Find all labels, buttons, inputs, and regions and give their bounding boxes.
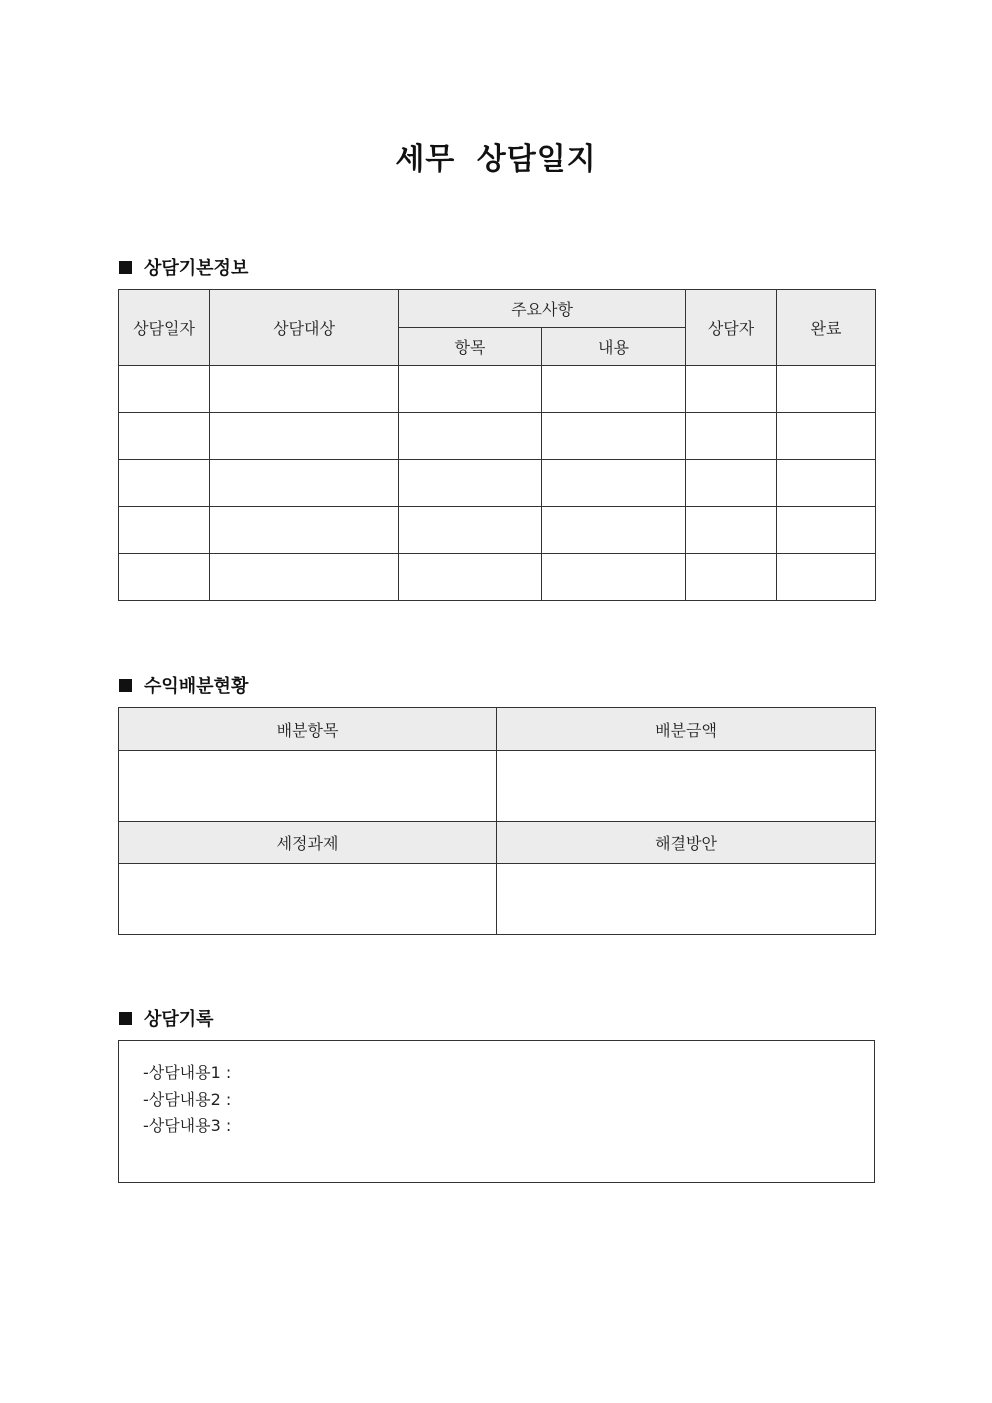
cell-counselor[interactable] — [686, 507, 777, 554]
header-target: 상담대상 — [210, 290, 399, 366]
cell-content[interactable] — [542, 554, 686, 601]
header-tax-task: 세정과제 — [119, 822, 497, 864]
cell-counselor[interactable] — [686, 366, 777, 413]
cell-target[interactable] — [210, 507, 399, 554]
cell-date[interactable] — [119, 507, 210, 554]
section-heading-profit-distribution — [119, 672, 248, 698]
header-main-points: 주요사항 — [399, 290, 686, 328]
record-lines — [143, 1060, 231, 1140]
header-counselor: 상담자 — [686, 290, 777, 366]
record-line: -상담내용1 : — [143, 1063, 232, 1082]
cell-done[interactable] — [777, 413, 876, 460]
cell-content[interactable] — [542, 413, 686, 460]
header-done: 완료 — [777, 290, 876, 366]
profit-distribution-table — [118, 707, 876, 935]
cell-distribution-item[interactable] — [119, 751, 497, 822]
table-row — [119, 554, 876, 601]
square-bullet-icon — [119, 679, 132, 692]
cell-solution[interactable] — [497, 864, 876, 935]
cell-distribution-amount[interactable] — [497, 751, 876, 822]
cell-item[interactable] — [399, 366, 542, 413]
table-row — [119, 460, 876, 507]
cell-done[interactable] — [777, 507, 876, 554]
square-bullet-icon — [119, 1012, 132, 1025]
cell-done[interactable] — [777, 554, 876, 601]
cell-done[interactable] — [777, 460, 876, 507]
section-heading-label: 상담기본정보 — [144, 258, 249, 279]
cell-target[interactable] — [210, 460, 399, 507]
header-solution: 해결방안 — [497, 822, 876, 864]
header-distribution-item: 배분항목 — [119, 708, 497, 751]
cell-item[interactable] — [399, 554, 542, 601]
cell-done[interactable] — [777, 366, 876, 413]
cell-date[interactable] — [119, 413, 210, 460]
square-bullet-icon — [119, 261, 132, 274]
cell-date[interactable] — [119, 554, 210, 601]
section-heading-basic-info — [119, 254, 248, 280]
consultation-record-box[interactable] — [118, 1040, 875, 1183]
table-row — [119, 507, 876, 554]
cell-target[interactable] — [210, 554, 399, 601]
cell-content[interactable] — [542, 507, 686, 554]
cell-counselor[interactable] — [686, 554, 777, 601]
header-item: 항목 — [399, 328, 542, 366]
header-distribution-amount: 배분금액 — [497, 708, 876, 751]
record-line: -상담내용3 : — [143, 1116, 232, 1135]
section-heading-label: 수익배분현황 — [144, 676, 249, 697]
cell-tax-task[interactable] — [119, 864, 497, 935]
section-heading-label: 상담기록 — [144, 1009, 214, 1030]
cell-target[interactable] — [210, 413, 399, 460]
cell-item[interactable] — [399, 460, 542, 507]
table-row — [119, 413, 876, 460]
header-content: 내용 — [542, 328, 686, 366]
cell-target[interactable] — [210, 366, 399, 413]
cell-date[interactable] — [119, 366, 210, 413]
cell-counselor[interactable] — [686, 460, 777, 507]
page-title: 세무 상담일지 — [395, 142, 597, 177]
table-row — [119, 366, 876, 413]
cell-content[interactable] — [542, 460, 686, 507]
section-heading-consultation-record — [119, 1005, 214, 1031]
cell-date[interactable] — [119, 460, 210, 507]
cell-item[interactable] — [399, 507, 542, 554]
cell-item[interactable] — [399, 413, 542, 460]
cell-content[interactable] — [542, 366, 686, 413]
cell-counselor[interactable] — [686, 413, 777, 460]
basic-info-table — [118, 289, 876, 601]
record-line: -상담내용2 : — [143, 1089, 232, 1109]
header-date: 상담일자 — [119, 290, 210, 366]
